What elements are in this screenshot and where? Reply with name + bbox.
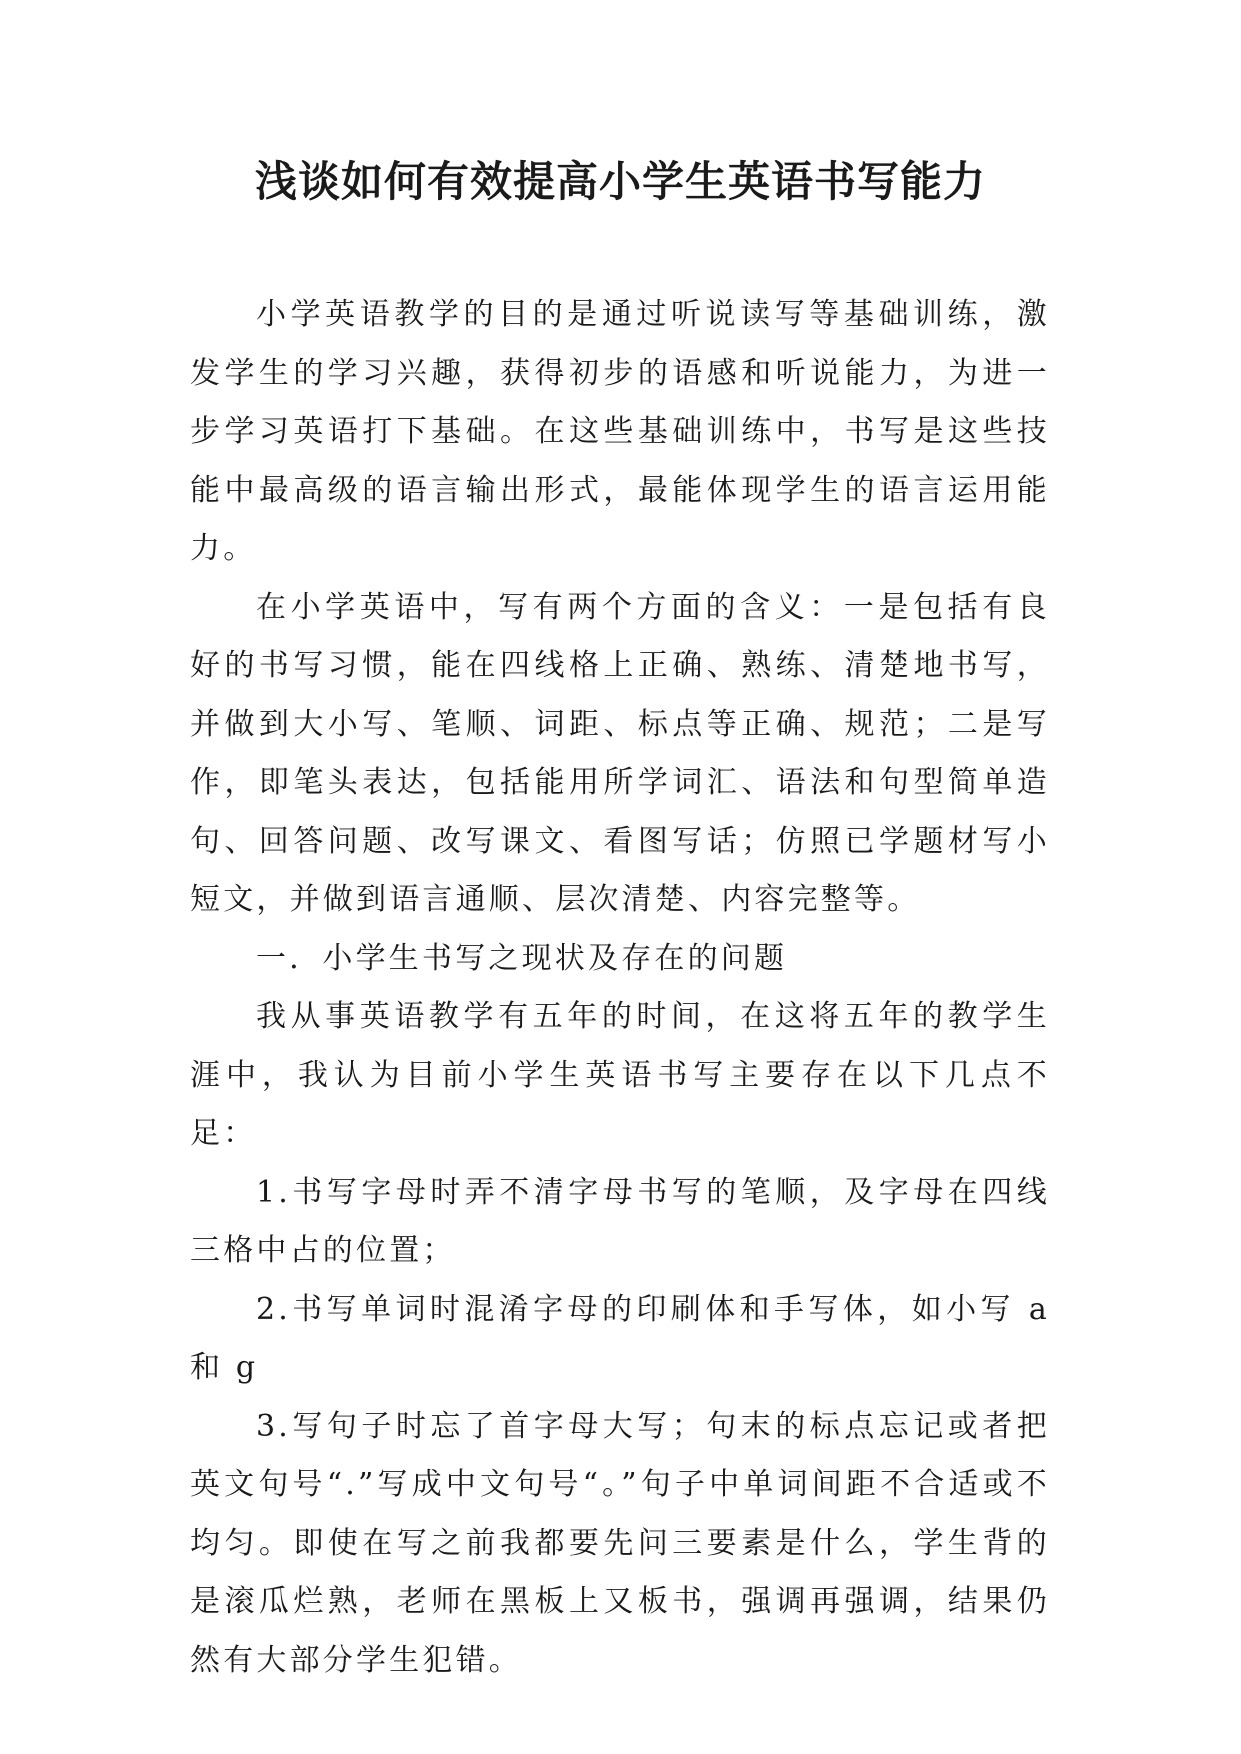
list-item-1: 1.书写字母时弄不清字母书写的笔顺，及字母在四线三格中占的位置； (190, 1174, 1050, 1268)
section-heading-1: 一．小学生书写之现状及存在的问题 (256, 940, 788, 976)
paragraph-teaching-experience: 我从事英语教学有五年的时间，在这将五年的教学生涯中，我认为目前小学生英语书写主要存在以下几点不足： (190, 999, 1050, 1151)
paragraph-intro: 小学英语教学的目的是通过听说读写等基础训练，激发学生的学习兴趣，获得初步的语感和听说能力，为进一步学习英语打下基础。在这些基础训练中，书写是这些技能中最高级的语言输出形式，最能体现学生的语言运用能力。 (190, 297, 1050, 566)
list-item-3: 3.写句子时忘了首字母大写；句末的标点忘记或者把英文句号“.”写成中文句号“。”句子中单词间距不合适或不均匀。即使在写之前我都要先问三要素是什么，学生背的是滚瓜烂熟，老师在黑板上又板书，强调再强调，结果仍然有大部分学生犯错。 (190, 1408, 1050, 1678)
list-item-2: 2.书写单词时混淆字母的印刷体和手写体，如小写 a 和 g (190, 1291, 1050, 1385)
document-title: 浅谈如何有效提高小学生英语书写能力 (254, 157, 986, 206)
document-body (190, 286, 1050, 1690)
paragraph-writing-meaning: 在小学英语中，写有两个方面的含义：一是包括有良好的书写习惯，能在四线格上正确、熟练、清楚地书写，并做到大小写、笔顺、词距、标点等正确、规范；二是写作，即笔头表达，包括能用所学词汇、语法和句型简单造句、回答问题、改写课文、看图写话；仿照已学题材写小短文，并做到语言通顺、层次清楚、内容完整等。 (190, 589, 1050, 917)
